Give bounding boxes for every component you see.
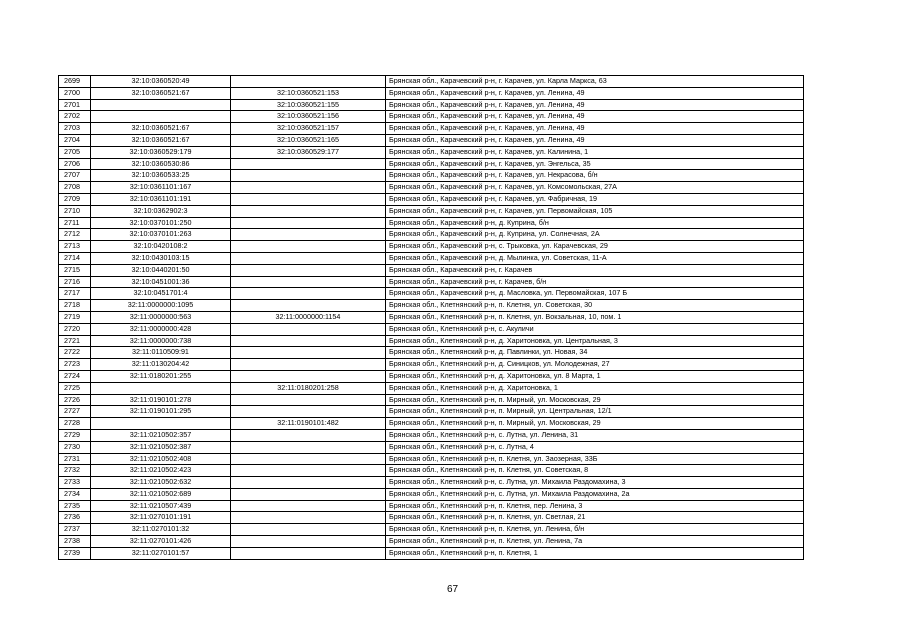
table-row [59, 123, 804, 135]
related-cadastral-number-cell [231, 323, 386, 335]
row-number-cell: 2735 [59, 500, 91, 512]
row-number-cell: 2706 [59, 158, 91, 170]
cadastral-number-cell: 32:10:0370101:250 [91, 217, 231, 229]
address-cell: Брянская обл., Клетнянский р-н, с. Лутна, ул. Михаила Раздомахина, 2а [386, 488, 804, 500]
row-number-cell: 2731 [59, 453, 91, 465]
address-cell: Брянская обл., Клетнянский р-н, п. Мирный, ул. Московская, 29 [386, 418, 804, 430]
related-cadastral-number-cell [231, 453, 386, 465]
related-cadastral-number-cell: 32:10:0360529:177 [231, 146, 386, 158]
row-number-cell: 2703 [59, 123, 91, 135]
cadastral-number-cell: 32:10:0360521:67 [91, 123, 231, 135]
row-number-cell: 2709 [59, 193, 91, 205]
address-cell: Брянская обл., Клетнянский р-н, с. Лутна, ул. Ленина, 31 [386, 429, 804, 441]
table-row [59, 429, 804, 441]
related-cadastral-number-cell [231, 370, 386, 382]
cadastral-number-cell: 32:11:0210502:387 [91, 441, 231, 453]
row-number-cell: 2729 [59, 429, 91, 441]
related-cadastral-number-cell [231, 512, 386, 524]
address-cell: Брянская обл., Клетнянский р-н, п. Клетня, ул. Советская, 30 [386, 300, 804, 312]
table-row [59, 264, 804, 276]
related-cadastral-number-cell: 32:11:0190101:482 [231, 418, 386, 430]
address-cell: Брянская обл., Карачевский р-н, г. Карачев, ул. Некрасова, б/н [386, 170, 804, 182]
table-row [59, 87, 804, 99]
related-cadastral-number-cell [231, 429, 386, 441]
related-cadastral-number-cell: 32:10:0360521:155 [231, 99, 386, 111]
row-number-cell: 2724 [59, 370, 91, 382]
row-number-cell: 2705 [59, 146, 91, 158]
related-cadastral-number-cell [231, 76, 386, 88]
row-number-cell: 2699 [59, 76, 91, 88]
table-row [59, 111, 804, 123]
table-row [59, 134, 804, 146]
row-number-cell: 2716 [59, 276, 91, 288]
address-cell: Брянская обл., Клетнянский р-н, с. Лутна, 4 [386, 441, 804, 453]
table-row [59, 536, 804, 548]
address-cell: Брянская обл., Карачевский р-н, г. Карачев, ул. Комсомольская, 27А [386, 182, 804, 194]
table-row [59, 182, 804, 194]
row-number-cell: 2728 [59, 418, 91, 430]
row-number-cell: 2722 [59, 347, 91, 359]
cadastral-number-cell: 32:11:0000000:563 [91, 311, 231, 323]
table-row [59, 394, 804, 406]
related-cadastral-number-cell [231, 300, 386, 312]
row-number-cell: 2721 [59, 335, 91, 347]
cadastral-number-cell: 32:10:0360533:25 [91, 170, 231, 182]
related-cadastral-number-cell [231, 193, 386, 205]
cadastral-number-cell: 32:10:0360521:67 [91, 134, 231, 146]
address-cell: Брянская обл., Клетнянский р-н, п. Мирный, ул. Центральная, 12/1 [386, 406, 804, 418]
row-number-cell: 2732 [59, 465, 91, 477]
address-cell: Брянская обл., Карачевский р-н, г. Карачев [386, 264, 804, 276]
table-row [59, 547, 804, 559]
cadastral-number-cell [91, 111, 231, 123]
related-cadastral-number-cell [231, 229, 386, 241]
row-number-cell: 2717 [59, 288, 91, 300]
address-cell: Брянская обл., Клетнянский р-н, д. Харитоновка, ул. Центральная, 3 [386, 335, 804, 347]
related-cadastral-number-cell: 32:10:0360521:153 [231, 87, 386, 99]
related-cadastral-number-cell [231, 536, 386, 548]
row-number-cell: 2736 [59, 512, 91, 524]
table-row [59, 288, 804, 300]
row-number-cell: 2733 [59, 477, 91, 489]
table-row [59, 359, 804, 371]
related-cadastral-number-cell [231, 347, 386, 359]
address-cell: Брянская обл., Клетнянский р-н, п. Клетня, ул. Советская, 8 [386, 465, 804, 477]
row-number-cell: 2719 [59, 311, 91, 323]
table-row [59, 335, 804, 347]
table-row [59, 170, 804, 182]
address-cell: Брянская обл., Карачевский р-н, г. Карачев, ул. Ленина, 49 [386, 123, 804, 135]
row-number-cell: 2734 [59, 488, 91, 500]
row-number-cell: 2739 [59, 547, 91, 559]
related-cadastral-number-cell [231, 182, 386, 194]
row-number-cell: 2737 [59, 524, 91, 536]
cadastral-number-cell: 32:11:0210502:408 [91, 453, 231, 465]
row-number-cell: 2720 [59, 323, 91, 335]
cadastral-number-cell: 32:10:0361101:191 [91, 193, 231, 205]
cadastral-number-cell: 32:11:0110509:91 [91, 347, 231, 359]
cadastral-number-cell: 32:10:0360520:49 [91, 76, 231, 88]
related-cadastral-number-cell [231, 406, 386, 418]
related-cadastral-number-cell [231, 524, 386, 536]
related-cadastral-number-cell [231, 394, 386, 406]
related-cadastral-number-cell [231, 170, 386, 182]
table-row [59, 241, 804, 253]
address-cell: Брянская обл., Клетнянский р-н, п. Клетня, ул. Заозерная, 33Б [386, 453, 804, 465]
registry-table-body [59, 76, 804, 560]
address-cell: Брянская обл., Клетнянский р-н, п. Клетня, пер. Ленина, 3 [386, 500, 804, 512]
related-cadastral-number-cell: 32:11:0000000:1154 [231, 311, 386, 323]
address-cell: Брянская обл., Карачевский р-н, г. Карачев, ул. Карла Маркса, 63 [386, 76, 804, 88]
address-cell: Брянская обл., Карачевский р-н, г. Карачев, ул. Ленина, 49 [386, 134, 804, 146]
row-number-cell: 2700 [59, 87, 91, 99]
cadastral-number-cell [91, 382, 231, 394]
cadastral-number-cell: 32:11:0210507:439 [91, 500, 231, 512]
address-cell: Брянская обл., Карачевский р-н, г. Карачев, ул. Ленина, 49 [386, 111, 804, 123]
cadastral-number-cell: 32:11:0210502:423 [91, 465, 231, 477]
table-row [59, 524, 804, 536]
cadastral-number-cell: 32:11:0210502:689 [91, 488, 231, 500]
row-number-cell: 2710 [59, 205, 91, 217]
row-number-cell: 2714 [59, 252, 91, 264]
table-row [59, 146, 804, 158]
cadastral-number-cell: 32:10:0420108:2 [91, 241, 231, 253]
address-cell: Брянская обл., Карачевский р-н, г. Карачев, ул. Первомайская, 105 [386, 205, 804, 217]
address-cell: Брянская обл., Карачевский р-н, г. Карачев, ул. Ленина, 49 [386, 99, 804, 111]
related-cadastral-number-cell [231, 477, 386, 489]
row-number-cell: 2712 [59, 229, 91, 241]
address-cell: Брянская обл., Карачевский р-н, г. Карачев, ул. Фабричная, 19 [386, 193, 804, 205]
table-row [59, 477, 804, 489]
table-row [59, 418, 804, 430]
table-row [59, 382, 804, 394]
registry-table [58, 75, 804, 560]
related-cadastral-number-cell [231, 335, 386, 347]
address-cell: Брянская обл., Клетнянский р-н, д. Харитоновка, ул. 8 Марта, 1 [386, 370, 804, 382]
table-row [59, 252, 804, 264]
address-cell: Брянская обл., Клетнянский р-н, с. Акуличи [386, 323, 804, 335]
address-cell: Брянская обл., Карачевский р-н, д. Куприна, б/н [386, 217, 804, 229]
table-row [59, 276, 804, 288]
related-cadastral-number-cell: 32:10:0360521:165 [231, 134, 386, 146]
cadastral-number-cell [91, 99, 231, 111]
cadastral-number-cell: 32:10:0362902:3 [91, 205, 231, 217]
row-number-cell: 2713 [59, 241, 91, 253]
cadastral-number-cell: 32:11:0270101:426 [91, 536, 231, 548]
table-row [59, 370, 804, 382]
row-number-cell: 2707 [59, 170, 91, 182]
table-row [59, 512, 804, 524]
table-row [59, 441, 804, 453]
cadastral-number-cell: 32:11:0000000:428 [91, 323, 231, 335]
cadastral-number-cell: 32:11:0210502:632 [91, 477, 231, 489]
related-cadastral-number-cell [231, 441, 386, 453]
related-cadastral-number-cell [231, 547, 386, 559]
table-row [59, 217, 804, 229]
address-cell: Брянская обл., Клетнянский р-н, п. Клетня, ул. Светлая, 21 [386, 512, 804, 524]
cadastral-number-cell: 32:10:0360529:179 [91, 146, 231, 158]
cadastral-number-cell: 32:10:0361101:167 [91, 182, 231, 194]
address-cell: Брянская обл., Карачевский р-н, г. Карачев, ул. Ленина, 49 [386, 87, 804, 99]
cadastral-number-cell: 32:11:0270101:191 [91, 512, 231, 524]
address-cell: Брянская обл., Карачевский р-н, д. Мылинка, ул. Советская, 11-А [386, 252, 804, 264]
table-row [59, 76, 804, 88]
cadastral-number-cell: 32:11:0180201:255 [91, 370, 231, 382]
cadastral-number-cell: 32:10:0360530:86 [91, 158, 231, 170]
related-cadastral-number-cell [231, 205, 386, 217]
table-row [59, 465, 804, 477]
related-cadastral-number-cell [231, 252, 386, 264]
row-number-cell: 2711 [59, 217, 91, 229]
table-row [59, 500, 804, 512]
cadastral-number-cell: 32:10:0451701:4 [91, 288, 231, 300]
address-cell: Брянская обл., Клетнянский р-н, п. Клетня, 1 [386, 547, 804, 559]
address-cell: Брянская обл., Клетнянский р-н, д. Харитоновка, 1 [386, 382, 804, 394]
table-row [59, 488, 804, 500]
cadastral-number-cell: 32:11:0000000:738 [91, 335, 231, 347]
address-cell: Брянская обл., Клетнянский р-н, д. Синицков, ул. Молодежная, 27 [386, 359, 804, 371]
address-cell: Брянская обл., Карачевский р-н, г. Карачев, б/н [386, 276, 804, 288]
row-number-cell: 2730 [59, 441, 91, 453]
related-cadastral-number-cell [231, 465, 386, 477]
related-cadastral-number-cell [231, 276, 386, 288]
cadastral-number-cell: 32:11:0210502:357 [91, 429, 231, 441]
cadastral-number-cell: 32:10:0440201:50 [91, 264, 231, 276]
address-cell: Брянская обл., Карачевский р-н, д. Масловка, ул. Первомайская, 107 Б [386, 288, 804, 300]
address-cell: Брянская обл., Клетнянский р-н, п. Клетня, ул. Вокзальная, 10, пом. 1 [386, 311, 804, 323]
related-cadastral-number-cell: 32:11:0180201:258 [231, 382, 386, 394]
row-number-cell: 2726 [59, 394, 91, 406]
table-row [59, 323, 804, 335]
related-cadastral-number-cell [231, 241, 386, 253]
page-number: 67 [446, 584, 459, 595]
table-row [59, 406, 804, 418]
row-number-cell: 2701 [59, 99, 91, 111]
address-cell: Брянская обл., Клетнянский р-н, с. Лутна, ул. Михаила Раздомахина, 3 [386, 477, 804, 489]
row-number-cell: 2715 [59, 264, 91, 276]
row-number-cell: 2702 [59, 111, 91, 123]
cadastral-number-cell: 32:11:0130204:42 [91, 359, 231, 371]
address-cell: Брянская обл., Клетнянский р-н, п. Клетня, ул. Ленина, б/н [386, 524, 804, 536]
cadastral-number-cell: 32:10:0360521:67 [91, 87, 231, 99]
table-row [59, 205, 804, 217]
address-cell: Брянская обл., Карачевский р-н, г. Карачев, ул. Калинина, 1 [386, 146, 804, 158]
cadastral-number-cell: 32:11:0270101:57 [91, 547, 231, 559]
cadastral-number-cell: 32:11:0190101:295 [91, 406, 231, 418]
related-cadastral-number-cell [231, 217, 386, 229]
related-cadastral-number-cell [231, 288, 386, 300]
address-cell: Брянская обл., Клетнянский р-н, п. Клетня, ул. Ленина, 7а [386, 536, 804, 548]
cadastral-number-cell: 32:10:0370101:263 [91, 229, 231, 241]
related-cadastral-number-cell [231, 488, 386, 500]
row-number-cell: 2708 [59, 182, 91, 194]
related-cadastral-number-cell [231, 264, 386, 276]
row-number-cell: 2723 [59, 359, 91, 371]
cadastral-number-cell: 32:11:0000000:1095 [91, 300, 231, 312]
row-number-cell: 2704 [59, 134, 91, 146]
table-row [59, 229, 804, 241]
table-row [59, 158, 804, 170]
table-row [59, 453, 804, 465]
table-row [59, 99, 804, 111]
row-number-cell: 2727 [59, 406, 91, 418]
row-number-cell: 2725 [59, 382, 91, 394]
related-cadastral-number-cell [231, 500, 386, 512]
cadastral-number-cell: 32:11:0270101:32 [91, 524, 231, 536]
cadastral-number-cell: 32:10:0430103:15 [91, 252, 231, 264]
address-cell: Брянская обл., Карачевский р-н, д. Куприна, ул. Солнечная, 2А [386, 229, 804, 241]
related-cadastral-number-cell: 32:10:0360521:156 [231, 111, 386, 123]
table-row [59, 347, 804, 359]
cadastral-number-cell: 32:11:0190101:278 [91, 394, 231, 406]
row-number-cell: 2718 [59, 300, 91, 312]
table-row [59, 300, 804, 312]
address-cell: Брянская обл., Карачевский р-н, г. Карачев, ул. Энгельса, 35 [386, 158, 804, 170]
address-cell: Брянская обл., Клетнянский р-н, д. Павлинки, ул. Новая, 34 [386, 347, 804, 359]
row-number-cell: 2738 [59, 536, 91, 548]
cadastral-number-cell [91, 418, 231, 430]
related-cadastral-number-cell [231, 359, 386, 371]
address-cell: Брянская обл., Клетнянский р-н, п. Мирный, ул. Московская, 29 [386, 394, 804, 406]
related-cadastral-number-cell: 32:10:0360521:157 [231, 123, 386, 135]
address-cell: Брянская обл., Карачевский р-н, с. Трыковка, ул. Карачевская, 29 [386, 241, 804, 253]
cadastral-number-cell: 32:10:0451001:36 [91, 276, 231, 288]
table-row [59, 311, 804, 323]
related-cadastral-number-cell [231, 158, 386, 170]
table-row [59, 193, 804, 205]
